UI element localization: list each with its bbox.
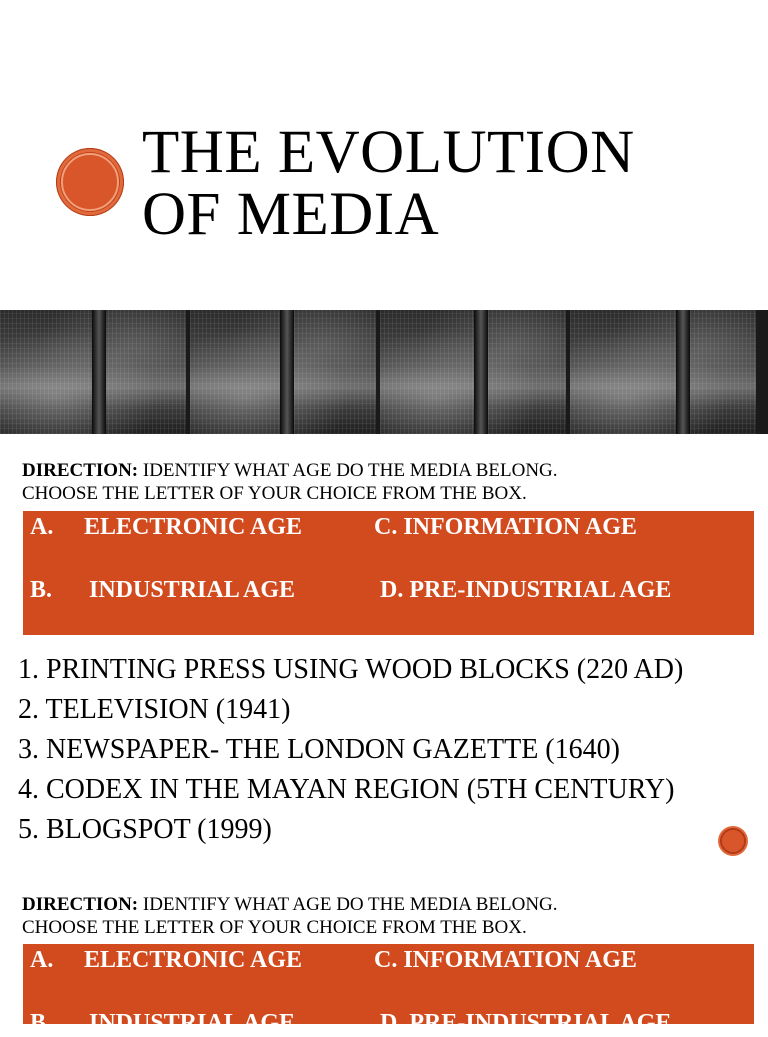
choice-c-text: C. INFORMATION AGE	[374, 947, 637, 973]
direction-line-2: CHOOSE THE LETTER OF YOUR CHOICE FROM THE BOX.	[22, 917, 527, 938]
direction-text	[22, 459, 558, 505]
direction-text	[22, 893, 558, 939]
choice-b-text: INDUSTRIAL AGE	[89, 577, 296, 603]
choice-a-letter: A.	[30, 514, 54, 540]
title-line-1: THE EVOLUTION	[142, 119, 635, 186]
choice-b-text: INDUSTRIAL AGE	[89, 1010, 296, 1036]
choices-box	[23, 944, 754, 1036]
title-line-2: OF MEDIA	[142, 181, 440, 248]
list-item: 3. NEWSPAPER- THE LONDON GAZETTE (1640)	[18, 734, 620, 765]
choice-c-text: C. INFORMATION AGE	[374, 514, 637, 540]
direction-label: DIRECTION:	[22, 894, 139, 915]
choice-a-letter: A.	[30, 947, 54, 973]
choice-d-text: D. PRE-INDUSTRIAL AGE	[380, 577, 672, 603]
direction-line-1: IDENTIFY WHAT AGE DO THE MEDIA BELONG.	[138, 460, 558, 481]
direction-line-1: IDENTIFY WHAT AGE DO THE MEDIA BELONG.	[138, 894, 558, 915]
direction-label: DIRECTION:	[22, 460, 139, 481]
choice-a-text: ELECTRONIC AGE	[84, 947, 303, 973]
choice-b-letter: B.	[30, 577, 53, 603]
circle-icon	[718, 826, 748, 856]
direction-line-2: CHOOSE THE LETTER OF YOUR CHOICE FROM THE BOX.	[22, 483, 527, 504]
choice-d-text: D. PRE-INDUSTRIAL AGE	[380, 1010, 672, 1036]
list-item: 2. TELEVISION (1941)	[18, 694, 291, 725]
choices-box	[23, 511, 754, 635]
choice-b-letter: B.	[30, 1010, 53, 1036]
list-item: 1. PRINTING PRESS USING WOOD BLOCKS (220 AD)	[18, 654, 684, 685]
list-item: 4. CODEX IN THE MAYAN REGION (5TH CENTURY)	[18, 774, 675, 805]
circle-icon	[56, 148, 124, 216]
choice-a-text: ELECTRONIC AGE	[84, 514, 303, 540]
list-item: 5. BLOGSPOT (1999)	[18, 814, 272, 845]
item-list	[18, 650, 683, 850]
texture-banner	[0, 310, 768, 434]
title-slide	[0, 0, 768, 310]
page-title	[142, 119, 635, 248]
